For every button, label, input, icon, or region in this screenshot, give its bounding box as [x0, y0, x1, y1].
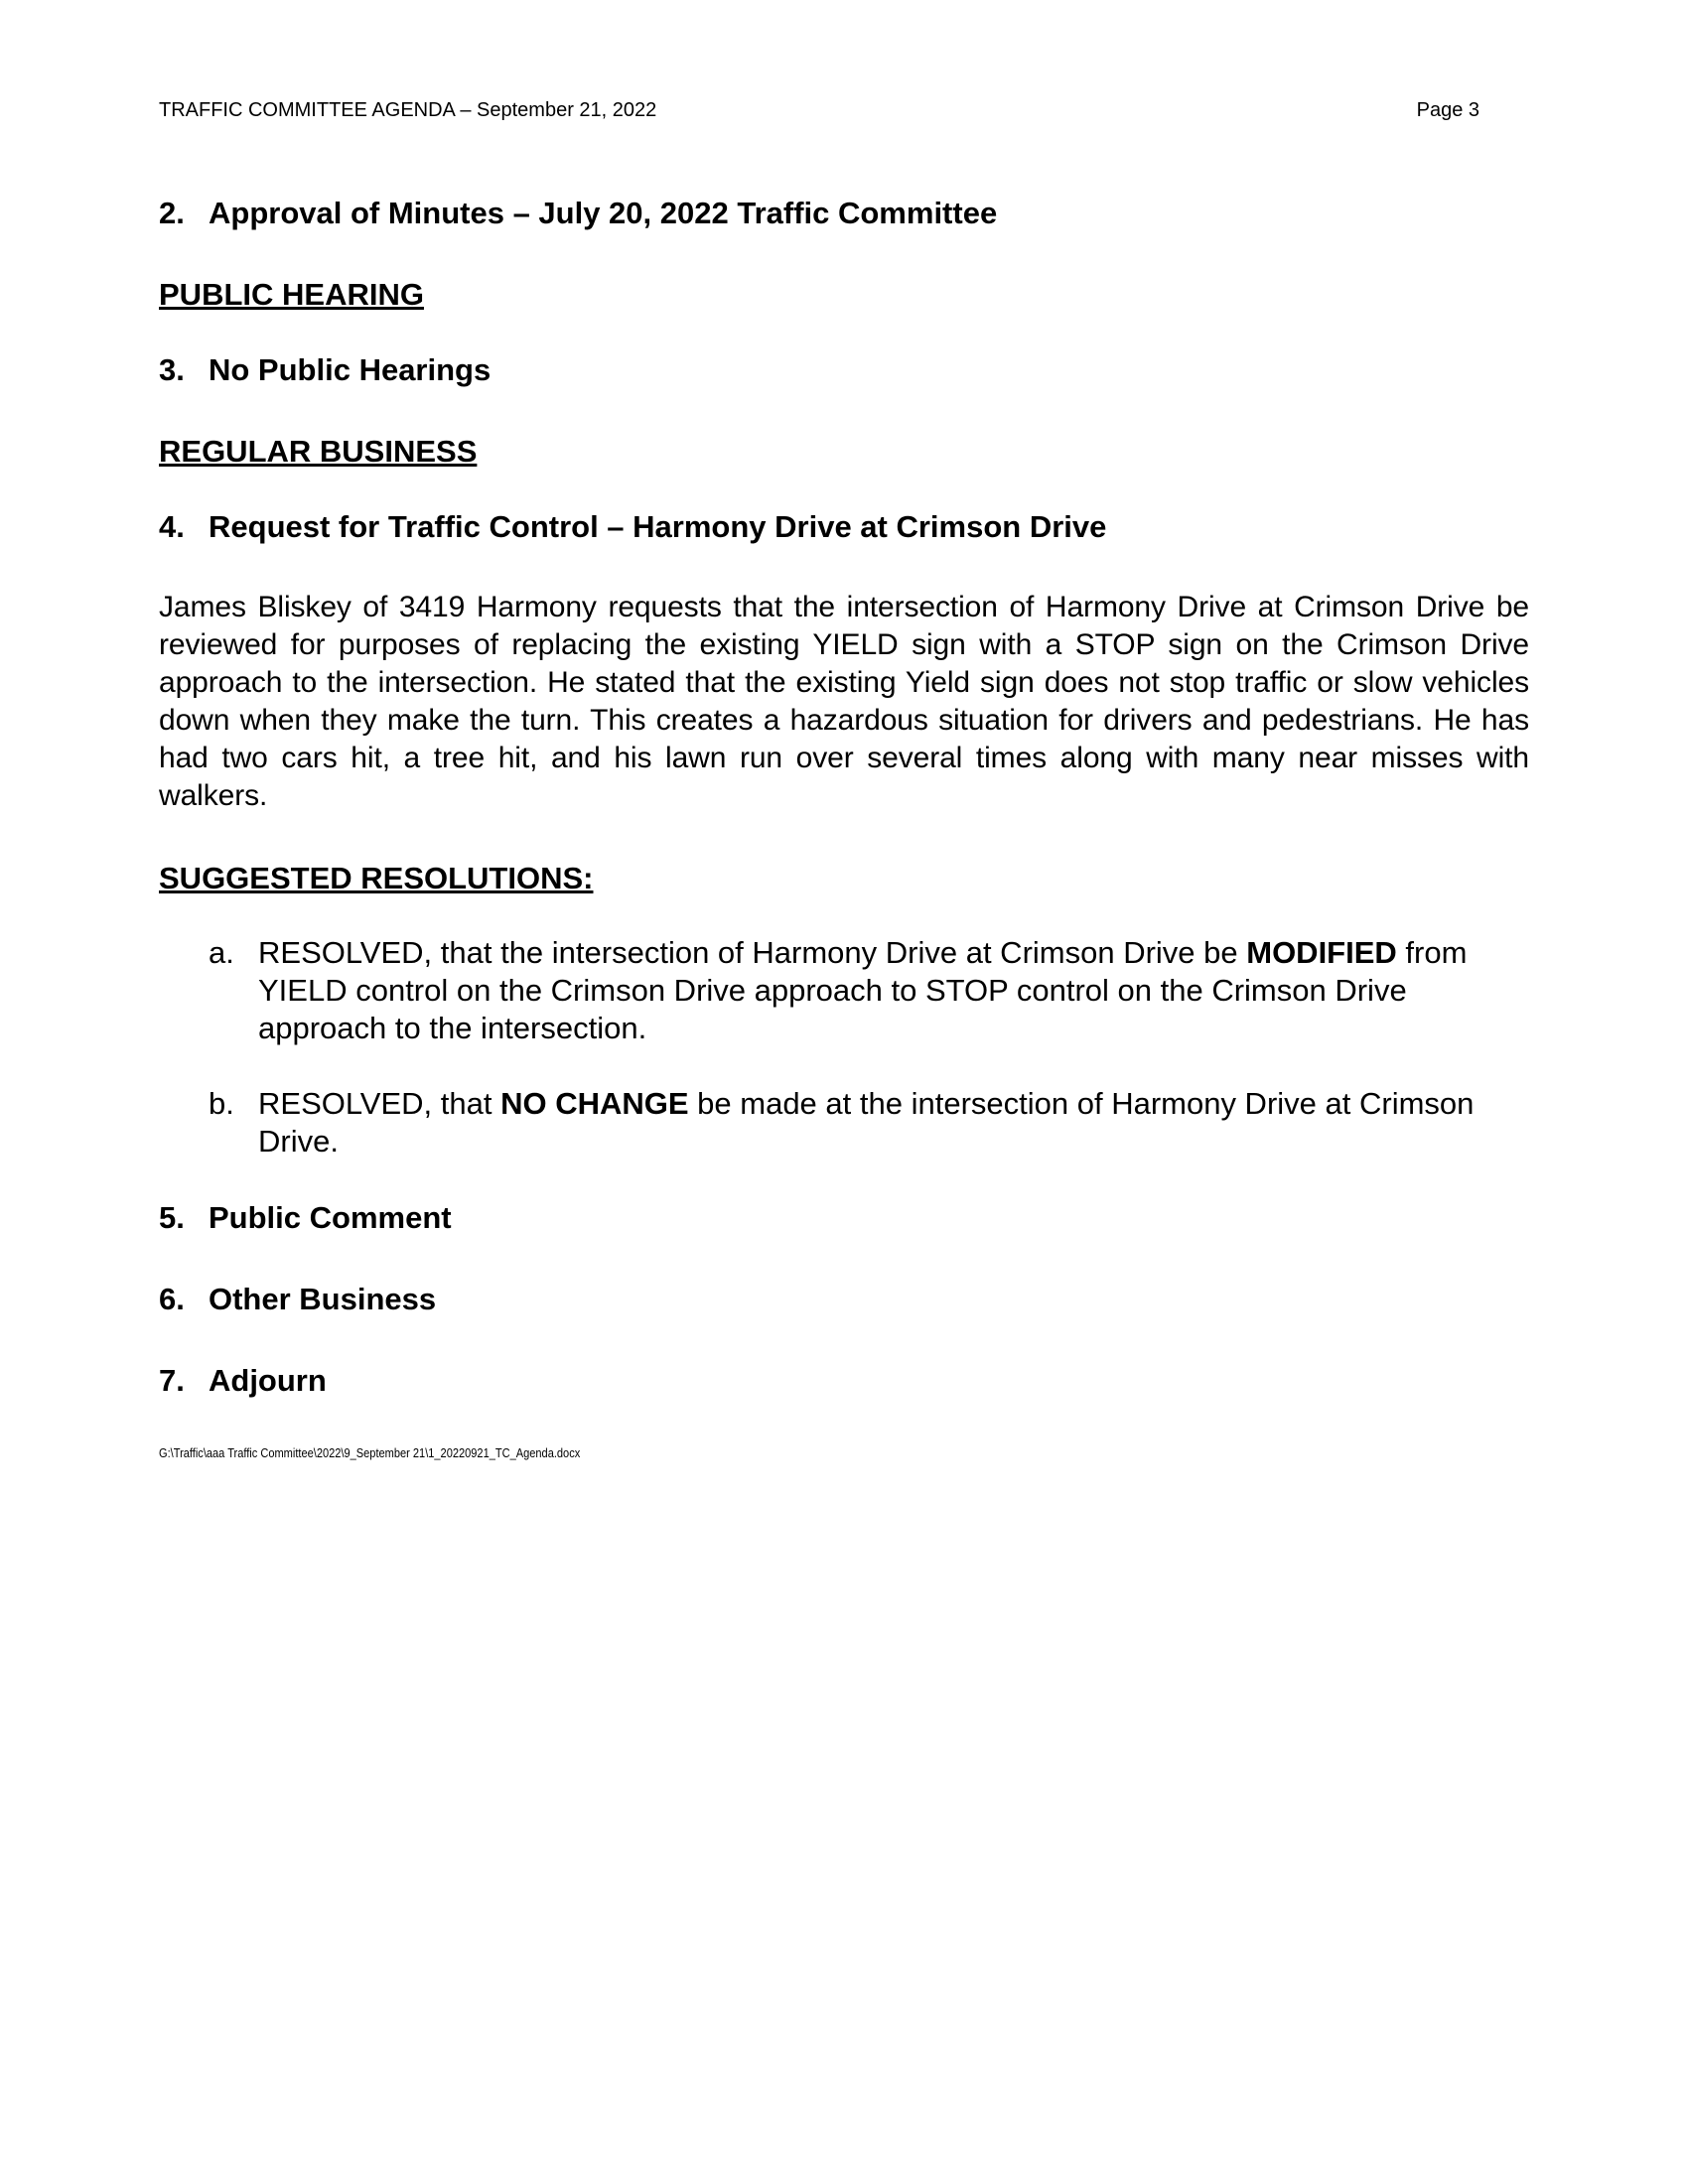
item-title: Public Comment [209, 1200, 452, 1235]
section-heading-regular-business: REGULAR BUSINESS [159, 434, 478, 469]
agenda-item-4 [159, 507, 1529, 547]
section-heading-public-hearing: PUBLIC HEARING [159, 277, 424, 312]
item-number: 3. [159, 352, 185, 387]
item-title: No Public Hearings [209, 352, 492, 387]
resolution-emphasis: NO CHANGE [500, 1086, 689, 1121]
page-header [159, 99, 1479, 122]
resolution-text [258, 1085, 1529, 1160]
agenda-item-3 [159, 350, 1529, 390]
item-number: 7. [159, 1363, 185, 1398]
resolution-letter: b. [209, 1086, 234, 1121]
resolution-text-post: from YIELD control on the Crimson Drive approach to STOP control on the Crimson Drive approach to the intersection. [258, 935, 1468, 1045]
resolution-letter: a. [209, 935, 234, 970]
agenda-item-2 [159, 194, 1529, 233]
file-path-footer: G:\Traffic\aaa Traffic Committee\2022\9_September 21\1_20220921_TC_Agenda.docx [159, 1445, 581, 1460]
item-title: Approval of Minutes – July 20, 2022 Traffic Committee [209, 196, 998, 230]
resolution-emphasis: MODIFIED [1246, 935, 1397, 970]
resolution-text-post: be made at the intersection of Harmony Drive at Crimson Drive. [258, 1086, 1475, 1159]
agenda-item-5 [159, 1198, 1529, 1238]
resolution-text-pre: RESOLVED, that [258, 1086, 501, 1121]
item-number: 4. [159, 509, 185, 544]
item-number: 5. [159, 1200, 185, 1235]
resolution-b [209, 1085, 1529, 1160]
item-title: Request for Traffic Control – Harmony Drive at Crimson Drive [209, 509, 1107, 544]
resolution-text-pre: RESOLVED, that the intersection of Harmony Drive at Crimson Drive be [258, 935, 1247, 970]
item-number: 2. [159, 196, 185, 230]
agenda-body [159, 194, 1529, 1442]
section-heading-suggested-resolutions: SUGGESTED RESOLUTIONS: [159, 861, 594, 895]
item-title: Other Business [209, 1282, 437, 1316]
resolution-a [209, 934, 1529, 1047]
resolution-text [258, 934, 1529, 1047]
agenda-title: TRAFFIC COMMITTEE AGENDA – September 21, 2022 [159, 99, 657, 121]
page-number: Page 3 [1416, 99, 1479, 121]
item-title: Adjourn [209, 1363, 327, 1398]
agenda-item-6 [159, 1280, 1529, 1319]
item-number: 6. [159, 1282, 185, 1316]
item-4-description: James Bliskey of 3419 Harmony requests that the intersection of Harmony Drive at Crimson Drive be reviewed for purposes of replacing the existing YIELD sign with a STOP sign on the Crimson Drive approach to the intersection. He stated that the existing Yield sign does not stop traffic or slow vehicles down when they make the turn. This creates a hazardous situation for drivers and pedestrians. He has had two cars hit, a tree hit, and his lawn run over several times along with many near misses with walkers. [159, 591, 1529, 812]
agenda-item-7 [159, 1361, 1529, 1401]
